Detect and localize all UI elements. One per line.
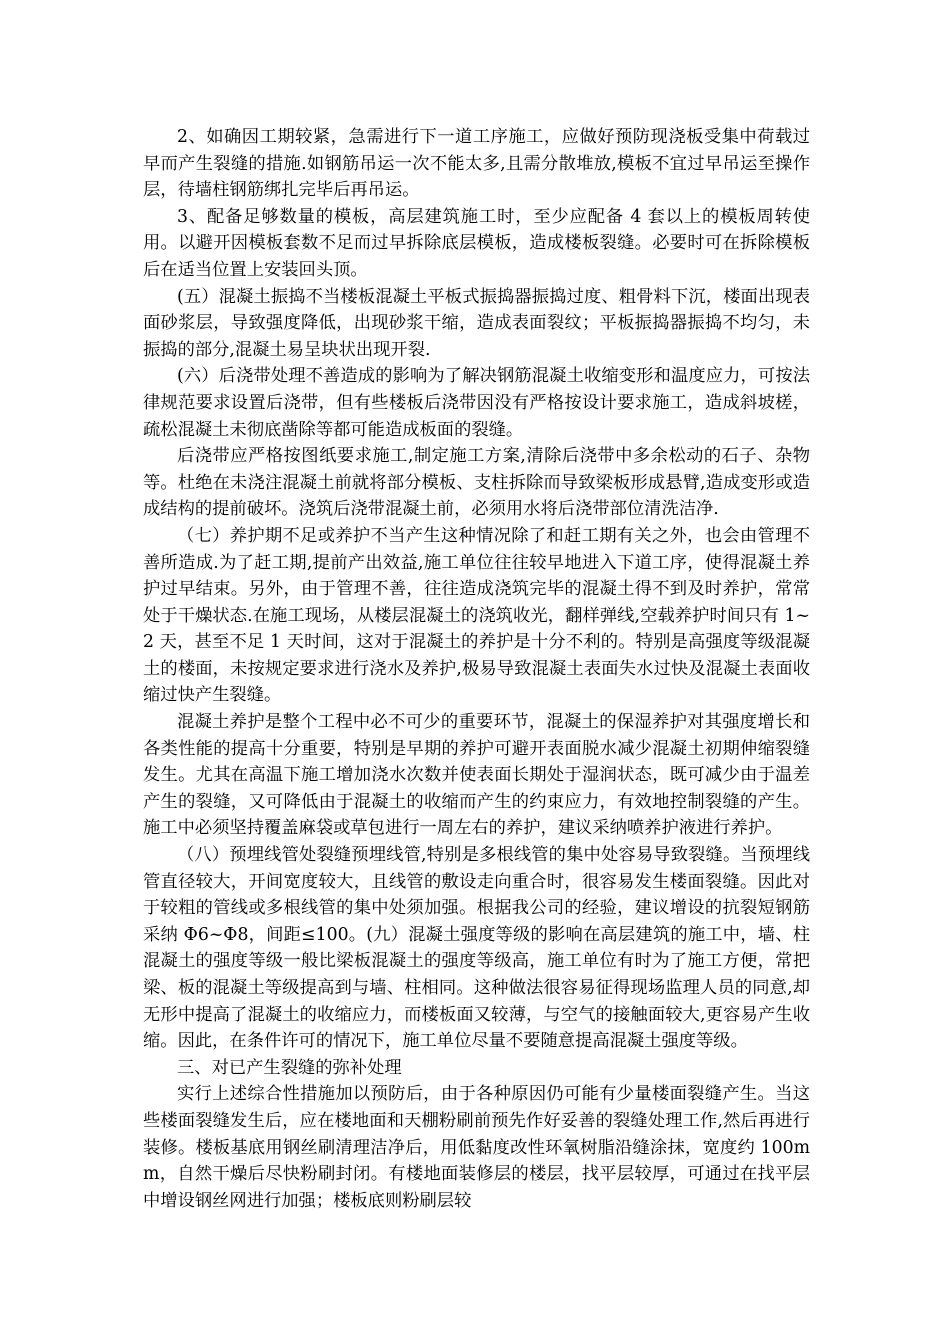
paragraph-formwork-quantity: 3、配备足够数量的模板，高层建筑施工时，至少应配备 4 套以上的模板周转使用。以避开因模板套数不足而过早拆除底层模板，造成楼板裂缝。必要时可在拆除模板后在适当位置上安装回头顶。 <box>143 206 810 280</box>
paragraph-curing-period: （七）养护期不足或养护不当产生这种情况除了和赶工期有关之外，也会由管理不善所造成.为了赶工期,提前产出效益,施工单位往往较早地进入下道工序，使得混凝土养护过早结束。另外，由于管理不善，往往造成浇筑完毕的混凝土得不到及时养护，常常处于干燥状态.在施工现场，从楼层混凝土的浇筑收光，翻样弹线,空载养护时间只有 1~2 天，甚至不足 1 天时间，这对于混凝土的养护是十分不利的。特别是高强度等级混凝土的楼面，未按规定要求进行浇水及养护,极易导致混凝土表面失水过快及混凝土表面收缩过快产生裂缝。 <box>143 525 810 706</box>
paragraph-embedded-conduit: （八）预埋线管处裂缝预埋线管,特别是多根线管的集中处容易导致裂缝。当预埋线管直径较大，开间宽度较大，且线管的敷设走向重合时，很容易发生楼面裂缝。因此对于较粗的管线或多根线管的集中处须加强。根据我公司的经验，建议增设的抗裂短钢筋采纳 Φ6~Φ8，间距≤100。(九）混凝土强度等级的影响在高层建筑的施工中，墙、柱混凝土的强度等级一般比梁板混凝土的强度等级高，施工单位有时为了施工方便，常把梁、板的混凝土等级提高到与墙、柱相同。这种做法很容易征得现场监理人员的同意,却无形中提高了混凝土的收缩应力，而楼板面又较薄，与空气的接触面较大,更容易产生收缩。因此，在条件许可的情况下，施工单位尽量不要随意提高混凝土强度等级。 <box>143 845 810 1052</box>
paragraph-formwork-lifting: 2、如确因工期较紧，急需进行下一道工序施工，应做好预防现浇板受集中荷载过早而产生裂缝的措施.如钢筋吊运一次不能太多,且需分散堆放,模板不宜过早吊运至操作层，待墙柱钢筋绑扎完毕后再吊运。 <box>143 127 810 201</box>
section-heading-crack-repair: 三、对已产生裂缝的弥补处理 <box>177 1057 402 1078</box>
paragraph-post-pouring-strip: (六）后浇带处理不善造成的影响为了解决钢筋混凝土收缩变形和温度应力，可按法律规范要求设置后浇带，但有些楼板后浇带因没有严格按设计要求施工，造成斜坡槎，疏松混凝土未彻底凿除等都可能造成板面的裂缝。 <box>143 366 810 440</box>
document-page <box>143 124 810 1214</box>
paragraph-crack-repair: 实行上述综合性措施加以预防后，由于各种原因仍可能有少量楼面裂缝产生。当这些楼面裂缝发生后，应在楼地面和天棚粉刷前预先作好妥善的裂缝处理工作,然后再进行装修。楼板基底用钢丝刷清理洁净后，用低黏度改性环氧树脂沿缝涂抹，宽度约 100mm，自然干燥后尽快粉刷封闭。有楼地面装修层的楼层，找平层较厚，可通过在找平层中增设钢丝网进行加强；楼板底则粉刷层较 <box>143 1084 810 1211</box>
paragraph-curing-importance: 混凝土养护是整个工程中必不可少的重要环节，混凝土的保湿养护对其强度增长和各类性能的提高十分重要，特别是早期的养护可避开表面脱水减少混凝土初期伸缩裂缝发生。尤其在高温下施工增加浇水次数并使表面长期处于湿润状态，既可减少由于温差产生的裂缝，又可降低由于混凝土的收缩而产生的约束应力，有效地控制裂缝的产生。施工中必须坚持覆盖麻袋或草包进行一周左右的养护，建议采纳喷养护液进行养护。 <box>143 712 810 839</box>
paragraph-post-pouring-strip-construction: 后浇带应严格按图纸要求施工,制定施工方案,清除后浇带中多余松动的石子、杂物等。杜绝在未浇注混凝土前就将部分模板、支柱拆除而导致梁板形成悬臂,造成变形或造成结构的提前破坏。浇筑后浇带混凝土前，必须用水将后浇带部位清洗洁净. <box>143 446 810 520</box>
paragraph-vibration: (五）混凝土振捣不当楼板混凝土平板式振捣器振捣过度、粗骨料下沉，楼面出现表面砂浆层，导致强度降低，出现砂浆干缩，造成表面裂纹；平板振捣器振捣不均匀，未振捣的部分,混凝土易呈块状出现开裂. <box>143 286 810 360</box>
